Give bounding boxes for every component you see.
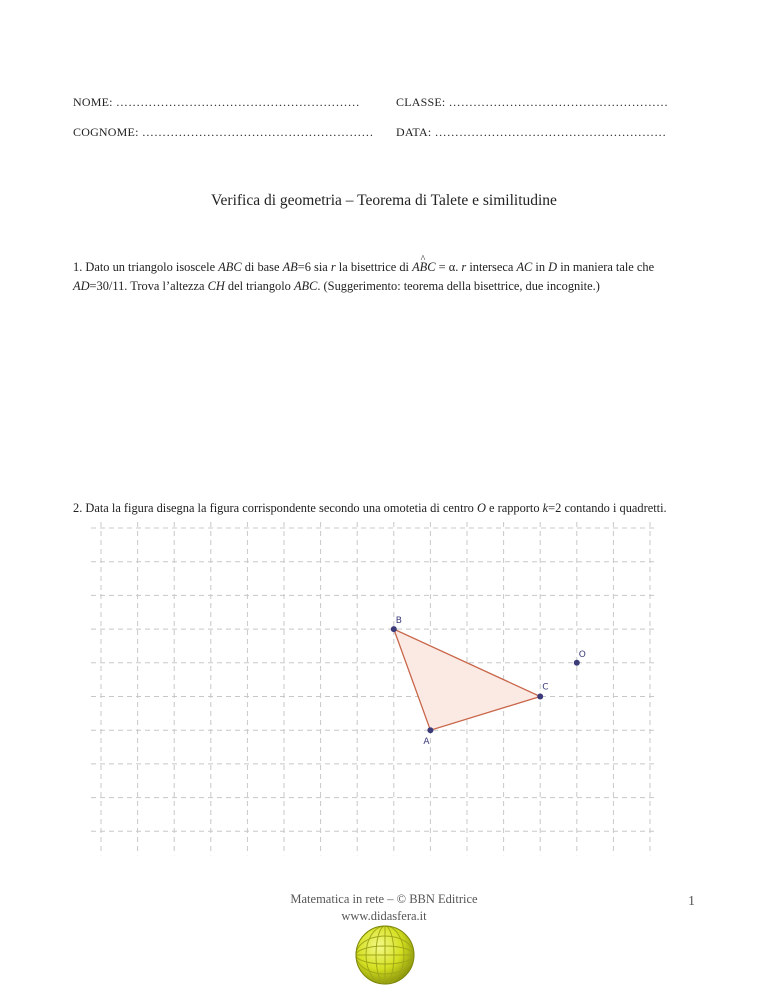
page-number: 1 [688, 894, 695, 909]
point-label-o: O [578, 649, 586, 660]
class-label: CLASSE: [396, 95, 446, 109]
point-b [391, 626, 397, 632]
point-o [574, 660, 580, 666]
class-dots: ……………………………………………… [448, 95, 669, 109]
surname-dots: ………………………………………………… [141, 125, 374, 139]
surname-label: COGNOME: [73, 125, 139, 139]
page-title: Verifica di geometria – Teorema di Talete e similitudine [211, 192, 557, 209]
exercise-2: 2. Data la figura disegna la figura corrispondente secondo una omotetia di centro O e rapporto k=2 contando i quadretti. [73, 501, 667, 515]
name-field [73, 95, 360, 110]
date-field [396, 125, 666, 140]
name-label: NOME: [73, 95, 113, 109]
date-label: DATA: [396, 125, 432, 139]
triangle-abc [394, 629, 540, 730]
point-label-c: C [542, 682, 549, 693]
grid-figure [88, 520, 678, 865]
footer-website: www.didasfera.it [341, 909, 427, 923]
class-field [396, 95, 668, 110]
surname-field [73, 125, 374, 140]
globe-logo-icon [354, 924, 416, 986]
point-label-b: B [395, 616, 402, 627]
exercise-1: 1. Dato un triangolo isoscele ABC di base AB=6 sia r la bisettrice di A^ BC = α. r interseca AC in D in maniera tale che AD=30/11. Trova l’altezza CH del triangolo ABC. (Suggerimento: teorema della bisettrice, due incognite.) [73, 258, 698, 296]
date-dots: ………………………………………………… [434, 125, 667, 139]
footer [254, 891, 514, 925]
point-a [427, 727, 433, 733]
name-dots: …………………………………………………… [115, 95, 360, 109]
footer-copyright: Matematica in rete – © BBN Editrice [290, 892, 478, 906]
point-label-a: A [423, 737, 430, 748]
point-c [537, 694, 543, 700]
